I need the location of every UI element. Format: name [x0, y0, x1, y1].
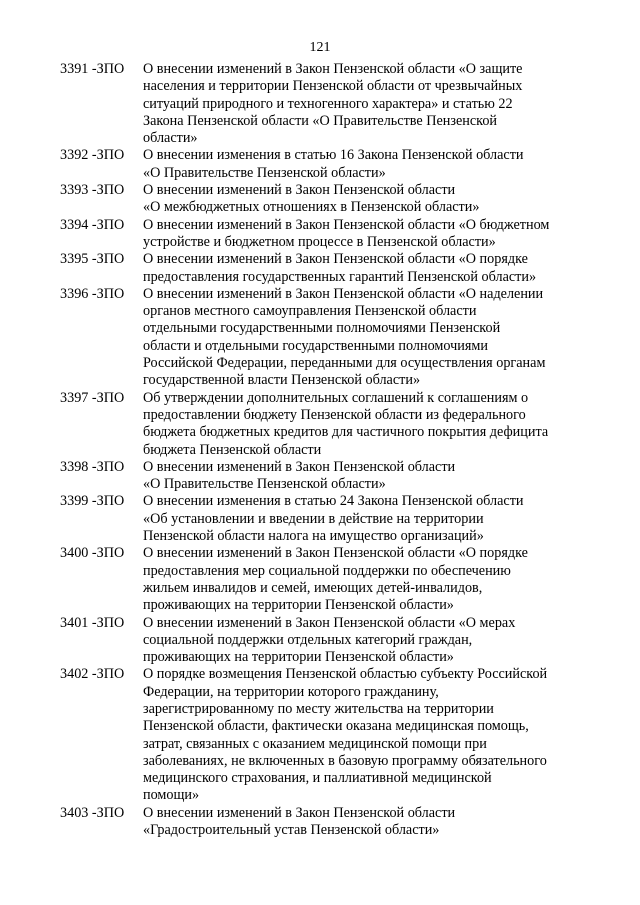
entry-title: [143, 666, 581, 804]
entry-item: [0, 61, 581, 147]
entry-title-line: О внесении изменений в Закон Пензенской области «О порядке: [143, 251, 528, 268]
entry-title-line: О внесении изменения в статью 24 Закона Пензенской области: [143, 493, 524, 510]
entry-title-line: области»: [143, 130, 198, 147]
entry-number: 3399 -ЗПО: [60, 493, 125, 510]
entry-title-line: О внесении изменений в Закон Пензенской области: [143, 804, 456, 821]
entry-title-line: Федерации, на территории которого гражданину,: [143, 683, 439, 700]
entry-number: 3392 -ЗПО: [60, 147, 125, 164]
entry-title-line: «Об установлении и введении в действие на территории: [143, 510, 484, 527]
entry-title: [143, 61, 581, 147]
entry-title-line: помощи»: [143, 787, 200, 804]
entry-title-line: затрат, связанных с оказанием медицинской помощи при: [143, 735, 487, 752]
entry-title: [143, 182, 581, 217]
entry-title-line: О внесении изменений в Закон Пензенской области: [143, 182, 456, 199]
entry-title-line: О внесении изменений в Закон Пензенской области: [143, 458, 456, 475]
entry-number: 3402 -ЗПО: [60, 666, 125, 683]
entry-number: 3400 -ЗПО: [60, 545, 125, 562]
entry-title-line: устройстве и бюджетном процессе в Пензенской области»: [143, 233, 496, 250]
entry-title-line: О внесении изменений в Закон Пензенской области «О бюджетном: [143, 216, 550, 233]
entry-title: [143, 805, 581, 840]
page-number: 121: [309, 40, 331, 55]
entry-item: [0, 147, 581, 182]
entry-title-line: предоставления государственных гарантий Пензенской области»: [143, 268, 537, 285]
entry-title-line: области и отдельными государственными полномочиями: [143, 337, 488, 354]
entry-title-line: О внесении изменения в статью 16 Закона Пензенской области: [143, 147, 524, 164]
entry-number: 3391 -ЗПО: [60, 61, 125, 77]
entry-title-line: предоставлении бюджету Пензенской области из федерального: [143, 406, 526, 423]
entry-title-line: проживающих на территории Пензенской области»: [143, 649, 454, 666]
entry-item: [0, 217, 581, 252]
entry-title-line: «О межбюджетных отношениях в Пензенской области»: [143, 199, 480, 216]
entry-title-line: заболеваниях, не включенных в базовую программу обязательного: [143, 752, 547, 769]
entry-title-line: «Градостроительный устав Пензенской области»: [143, 822, 440, 839]
entry-title-line: органов местного самоуправления Пензенской области: [143, 303, 477, 320]
entry-title-line: Закона Пензенской области «О Правительстве Пензенской: [143, 112, 498, 129]
entry-title-line: предоставления мер социальной поддержки по обеспечению: [143, 562, 511, 579]
document-entries: [0, 61, 640, 839]
entry-title-line: бюджета бюджетных кредитов для частичного покрытия дефицита: [143, 424, 549, 441]
entry-title-line: Пензенской области налога на имущество организаций»: [143, 528, 484, 545]
entry-item: [0, 493, 581, 545]
entry-number: 3398 -ЗПО: [60, 458, 125, 475]
entry-title-line: бюджета Пензенской области: [143, 441, 322, 458]
entry-number: 3396 -ЗПО: [60, 285, 125, 302]
entry-title-line: государственной власти Пензенской области»: [143, 372, 421, 389]
entry-title-line: Пензенской области, фактически оказана медицинская помощь,: [143, 718, 529, 735]
entry-title-line: О внесении изменений в Закон Пензенской области «О порядке: [143, 545, 528, 562]
entry-number: 3401 -ЗПО: [60, 614, 125, 631]
entry-item: [0, 390, 581, 459]
entry-title: [143, 217, 581, 252]
entry-title-line: «О Правительстве Пензенской области»: [143, 476, 386, 493]
entry-title-line: О внесении изменений в Закон Пензенской области «О защите: [143, 61, 523, 77]
entry-item: [0, 666, 581, 804]
entry-item: [0, 805, 581, 840]
entry-item: [0, 545, 581, 614]
entry-number: 3397 -ЗПО: [60, 389, 125, 406]
entry-item: [0, 182, 581, 217]
entry-number: 3394 -ЗПО: [60, 216, 125, 233]
entry-title: [143, 545, 581, 614]
entry-number: 3395 -ЗПО: [60, 251, 125, 268]
entry-title-line: социальной поддержки отдельных категорий граждан,: [143, 631, 473, 648]
entry-title: [143, 615, 581, 667]
entry-number: 3403 -ЗПО: [60, 804, 125, 821]
entry-title: [143, 286, 581, 390]
entry-title-line: О внесении изменений в Закон Пензенской области «О наделении: [143, 285, 544, 302]
entry-title-line: «О Правительстве Пензенской области»: [143, 164, 386, 181]
entry-item: [0, 251, 581, 286]
entry-title-line: отдельными государственными полномочиями Пензенской: [143, 320, 501, 337]
entry-title-line: Об утверждении дополнительных соглашений к соглашениям о: [143, 389, 529, 406]
entry-title-line: жильем инвалидов и семей, имеющих детей-инвалидов,: [143, 579, 483, 596]
entry-title-line: ситуаций природного и техногенного характера» и статью 22: [143, 95, 513, 112]
entry-title: [143, 251, 581, 286]
entry-title-line: населения и территории Пензенской области от чрезвычайных: [143, 78, 523, 95]
entry-title-line: О внесении изменений в Закон Пензенской области «О мерах: [143, 614, 516, 631]
entry-item: [0, 615, 581, 667]
entry-item: [0, 286, 581, 390]
entry-item: [0, 459, 581, 494]
entry-title-line: Российской Федерации, переданными для осуществления органам: [143, 355, 546, 372]
entry-number: 3393 -ЗПО: [60, 182, 125, 199]
entry-title-line: зарегистрированному по месту жительства на территории: [143, 700, 494, 717]
entry-title-line: медицинского страхования, и паллиативной медицинской: [143, 770, 492, 787]
entry-title: [143, 147, 581, 182]
entry-title-line: проживающих на территории Пензенской области»: [143, 597, 454, 614]
entry-title: [143, 493, 581, 545]
entry-title: [143, 459, 581, 494]
entry-title: [143, 390, 581, 459]
entry-title-line: О порядке возмещения Пензенской областью субъекту Российской: [143, 666, 548, 683]
